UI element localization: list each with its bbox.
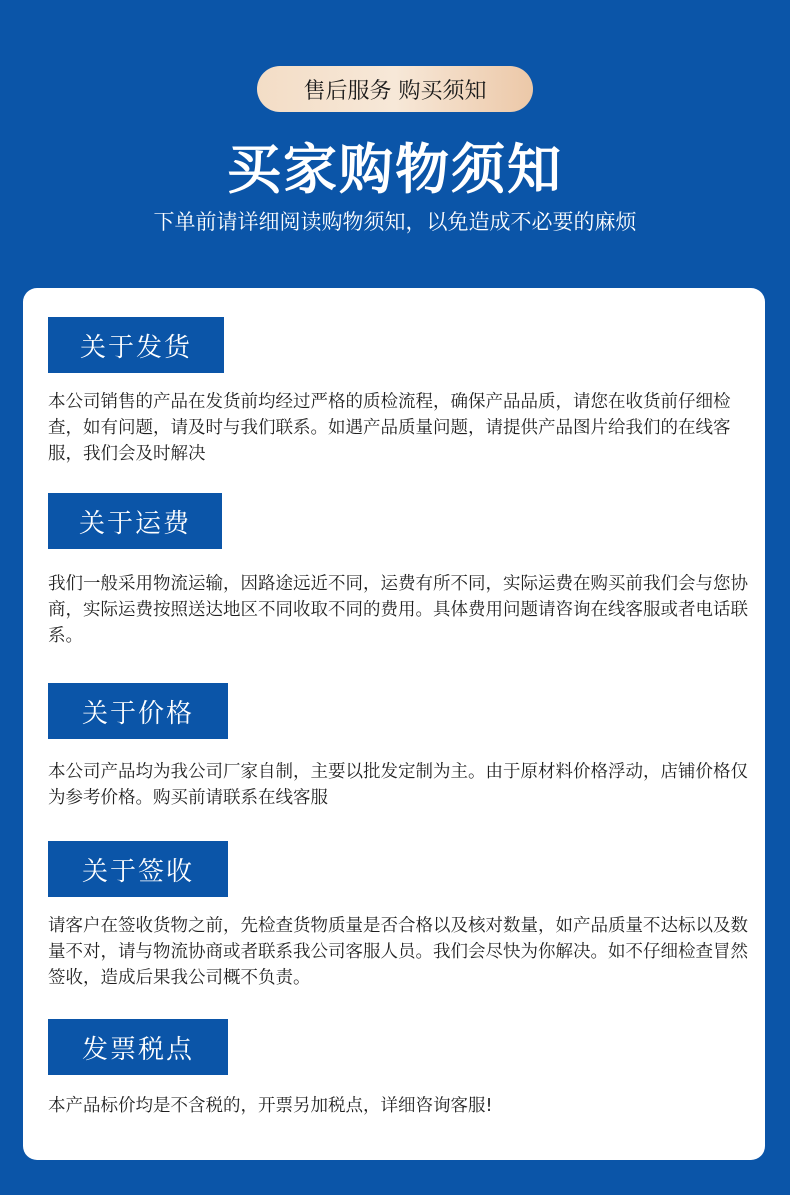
section-title-invoice: 发票税点: [48, 1019, 228, 1075]
section-title-shipping: 关于发货: [48, 317, 224, 373]
section-body-receipt: 请客户在签收货物之前，先检查货物质量是否合格以及核对数量，如产品质量不达标以及数量不对，请与物流协商或者联系我公司客服人员。我们会尽快为你解决。如不仔细检查冒然签收，造成后果我公司概不负责。: [48, 916, 748, 988]
notice-card: [23, 288, 765, 1160]
section-title-price: 关于价格: [48, 683, 228, 739]
section-body-freight: 我们一般采用物流运输，因路途远近不同，运费有所不同，实际运费在购买前我们会与您协商，实际运费按照送达地区不同收取不同的费用。具体费用问题请咨询在线客服或者电话联系。: [48, 574, 748, 646]
section-body-shipping: 本公司销售的产品在发货前均经过严格的质检流程，确保产品品质，请您在收货前仔细检查，如有问题，请及时与我们联系。如遇产品质量问题，请提供产品图片给我们的在线客服，我们会及时解决: [48, 392, 731, 464]
page-title: 买家购物须知: [227, 138, 563, 201]
section-body-invoice: 本产品标价均是不含税的，开票另加税点，详细咨询客服!: [48, 1096, 493, 1116]
section-body-price: 本公司产品均为我公司厂家自制，主要以批发定制为主。由于原材料价格浮动，店铺价格仅为参考价格。购买前请联系在线客服: [48, 762, 748, 808]
page-subtitle: 下单前请详细阅读购物须知，以免造成不必要的麻烦: [153, 210, 637, 234]
section-title-receipt: 关于签收: [48, 841, 228, 897]
section-title-freight: 关于运费: [48, 493, 222, 549]
header-pill-badge: 售后服务 购买须知: [257, 66, 533, 112]
